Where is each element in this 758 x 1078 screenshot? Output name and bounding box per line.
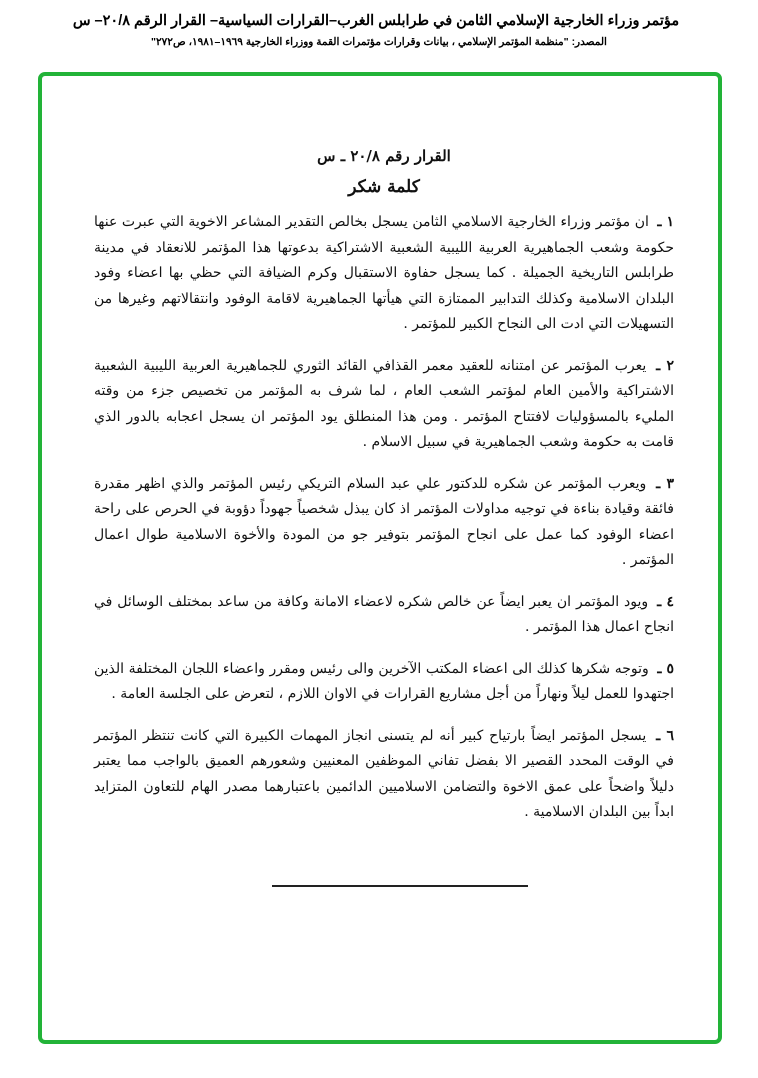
paragraph-text: يسجل المؤتمر ايضاً بارتياح كبير أنه لم يتسنى انجاز المهمات الكبيرة التي كانت تنتظر المؤتمر في الوقت المحدد القصير الا بفضل تفاني الموظفين المعنيين وشعورهم العميق بالواجب مما يعتبر دليلاً واضحاً على عمق الاخوة والتضامن الاسلاميين الدائمين باعتبارهما مصدر الهام للتعاون المتزايد ابداً بين البلدان الاسلامية . — [94, 727, 674, 820]
paragraph-text: يعرب المؤتمر عن امتنانه للعقيد معمر القذافي القائد الثوري للجماهيرية العربية الليبية الشعبية الاشتراكية والأمين العام لمؤتمر الشعب العام ، لما شرف به المؤتمر من تخصيص جزء من وقته المليء بالمسؤوليات لافتتاح المؤتمر . ومن هذا المنطلق يود المؤتمر ان يسجل اعجابه بالدور الذي قامت به حكومة وشعب الجماهيرية في سبيل الاسلام . — [94, 357, 674, 450]
paragraph-5 — [94, 657, 674, 708]
header-source-citation: المصدر: "منظمة المؤتمر الإسلامي ، بيانات وقرارات مؤتمرات القمة ووزراء الخارجية ١٩٦٩–١٩٨١، ص٢٧٢" — [151, 36, 607, 48]
document-frame — [38, 72, 722, 1044]
paragraph-number: ٢ ـ — [656, 357, 674, 374]
paragraph-2 — [94, 354, 674, 456]
paragraph-1 — [94, 210, 674, 338]
paragraph-number: ٤ ـ — [657, 593, 675, 610]
paragraph-number: ٦ ـ — [656, 727, 674, 744]
page-header — [0, 10, 758, 51]
paragraph-text: ان مؤتمر وزراء الخارجية الاسلامي الثامن يسجل بخالص التقدير المشاعر الاخوية التي عبرت عنها حكومة وشعب الجماهيرية العربية الليبية الشعبية الاشتراكية بدعوتها هذا المؤتمر للانعقاد في مدينة طرابلس التاريخية الجميلة . كما يسجل حفاوة الاستقبال وكرم الضيافة التي حظي بها اعضاء وفود البلدان الاسلامية وكذلك التدابير الممتازة التي هيأتها الجماهيرية لاقامة الوفود وانتقالاتهم وغيرها من التسهيلات التي ادت الى النجاح الكبير للمؤتمر . — [94, 214, 674, 332]
end-of-document-rule — [272, 885, 528, 887]
paragraph-3 — [94, 472, 674, 574]
resolution-number: القرار رقم ٢٠/٨ ـ س — [317, 147, 451, 165]
document-body — [94, 146, 674, 842]
paragraph-text: وتوجه شكرها كذلك الى اعضاء المكتب الآخرين والى رئيس ومقرر واعضاء اللجان المختلفة الذين اجتهدوا للعمل ليلاً ونهاراً من أجل مشاريع القرارات في الاوان اللازم ، لتعرض على الجلسة العامة . — [94, 660, 674, 702]
paragraph-number: ٥ ـ — [657, 660, 674, 677]
paragraph-text: ويعرب المؤتمر عن شكره للدكتور علي عبد السلام التريكي رئيس المؤتمر والذي اظهر مقدرة فائقة وقيادة بناءة في توجيه مداولات المؤتمر اذ كان يبذل شخصياً جهوداً دؤوبة في الحرص على راحة اعضاء الوفود كما عمل على انجاح المؤتمر بتوفير جو من المودة والأخوة الاسلامية طوال اعمال المؤتمر . — [94, 475, 674, 568]
resolution-title: كلمة شكر — [348, 177, 420, 197]
paragraph-number: ١ ـ — [657, 214, 675, 230]
paragraph-4 — [94, 590, 674, 641]
paragraph-6 — [94, 724, 674, 826]
paragraph-text: ويود المؤتمر ان يعبر ايضاً عن خالص شكره لاعضاء الامانة وكافة من ساعد بمختلف الوسائل في انجاح اعمال هذا المؤتمر . — [94, 593, 674, 635]
header-title: مؤتمر وزراء الخارجية الإسلامي الثامن في طرابلس الغرب–القرارات السياسية– القرار الرقم ٢٠/٨– س — [72, 13, 680, 29]
paragraph-number: ٣ ـ — [656, 475, 674, 492]
